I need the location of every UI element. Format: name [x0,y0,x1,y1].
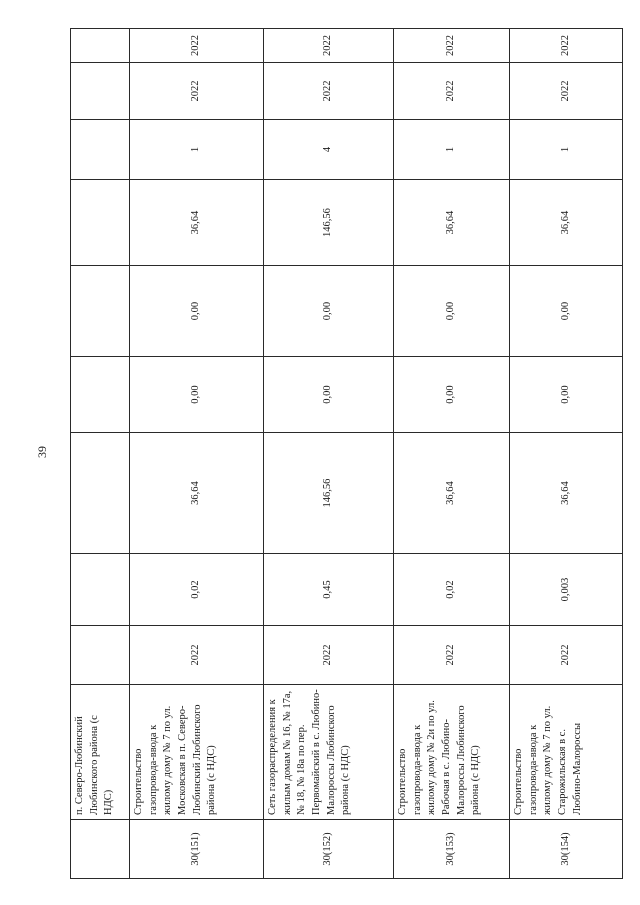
table-cell: 0,45 [264,554,394,626]
table-cell [71,180,130,266]
table-row [71,29,130,879]
object-name-cell: Сеть газораспределения к жилым домам № 16, № 17а, № 18, № 18а по пер. Первомайский в с. Любино-Малороссы Любинского района (с НДС) [264,685,394,820]
table-cell: 1 [394,120,510,180]
table-row [510,29,623,879]
table-cell: 2022 [130,63,264,120]
table-cell: 2022 [510,63,623,120]
table-cell: 0,00 [130,266,264,357]
table-row [264,29,394,879]
object-name-cell: Строительство газопровода-ввода к жилому дому № 7 по ул. Московская в п. Северо-Любинский Любинского района (с НДС) [130,685,264,820]
table-cell: 0,02 [394,554,510,626]
table-cell: 146,56 [264,180,394,266]
table-cell [71,357,130,433]
table-cell: 2022 [394,626,510,685]
row-id-cell: 30(152) [264,820,394,879]
table-cell: 1 [130,120,264,180]
table-cell: 0,00 [130,357,264,433]
table-cell: 0,00 [510,357,623,433]
table-cell [71,626,130,685]
table-cell: 0,00 [394,357,510,433]
table-cell [71,29,130,63]
table-row [130,29,264,879]
table-cell [71,554,130,626]
table-cell: 36,64 [510,433,623,554]
table-cell: 36,64 [394,433,510,554]
data-table [70,28,623,879]
object-name-cell: п. Северо-Любинский Любинского района (с НДС) [71,685,130,820]
table-cell: 2022 [130,29,264,63]
table-cell: 2022 [264,63,394,120]
table-cell: 1 [510,120,623,180]
table-cell: 0,00 [264,357,394,433]
table-row [394,29,510,879]
table-cell: 0,00 [394,266,510,357]
table-cell: 2022 [510,626,623,685]
table-cell [71,433,130,554]
page-number: 39 [35,446,49,458]
object-name-cell: Строительство газопровода-ввода к жилому дому № 7 по ул. Старожильская в с. Любино-Малороссы [510,685,623,820]
row-id-cell [71,820,130,879]
table-cell: 2022 [264,29,394,63]
table-cell: 0,003 [510,554,623,626]
table-cell: 36,64 [510,180,623,266]
table-cell [71,120,130,180]
table-cell: 2022 [394,29,510,63]
table-cell: 2022 [130,626,264,685]
table-cell: 2022 [510,29,623,63]
table-cell: 36,64 [394,180,510,266]
table-cell: 0,00 [264,266,394,357]
rotated-table-container [70,29,622,879]
table-cell [71,63,130,120]
table-cell: 0,02 [130,554,264,626]
row-id-cell: 30(154) [510,820,623,879]
table-cell: 2022 [264,626,394,685]
table-cell: 4 [264,120,394,180]
table-cell: 146,56 [264,433,394,554]
table-cell: 36,64 [130,180,264,266]
table-cell [71,266,130,357]
row-id-cell: 30(151) [130,820,264,879]
table-cell: 2022 [394,63,510,120]
table-cell: 36,64 [130,433,264,554]
table-cell: 0,00 [510,266,623,357]
object-name-cell: Строительство газопровода-ввода к жилому дому № 2и по ул. Рабочая в с. Любино-Малороссы Любинского района (с НДС) [394,685,510,820]
row-id-cell: 30(153) [394,820,510,879]
